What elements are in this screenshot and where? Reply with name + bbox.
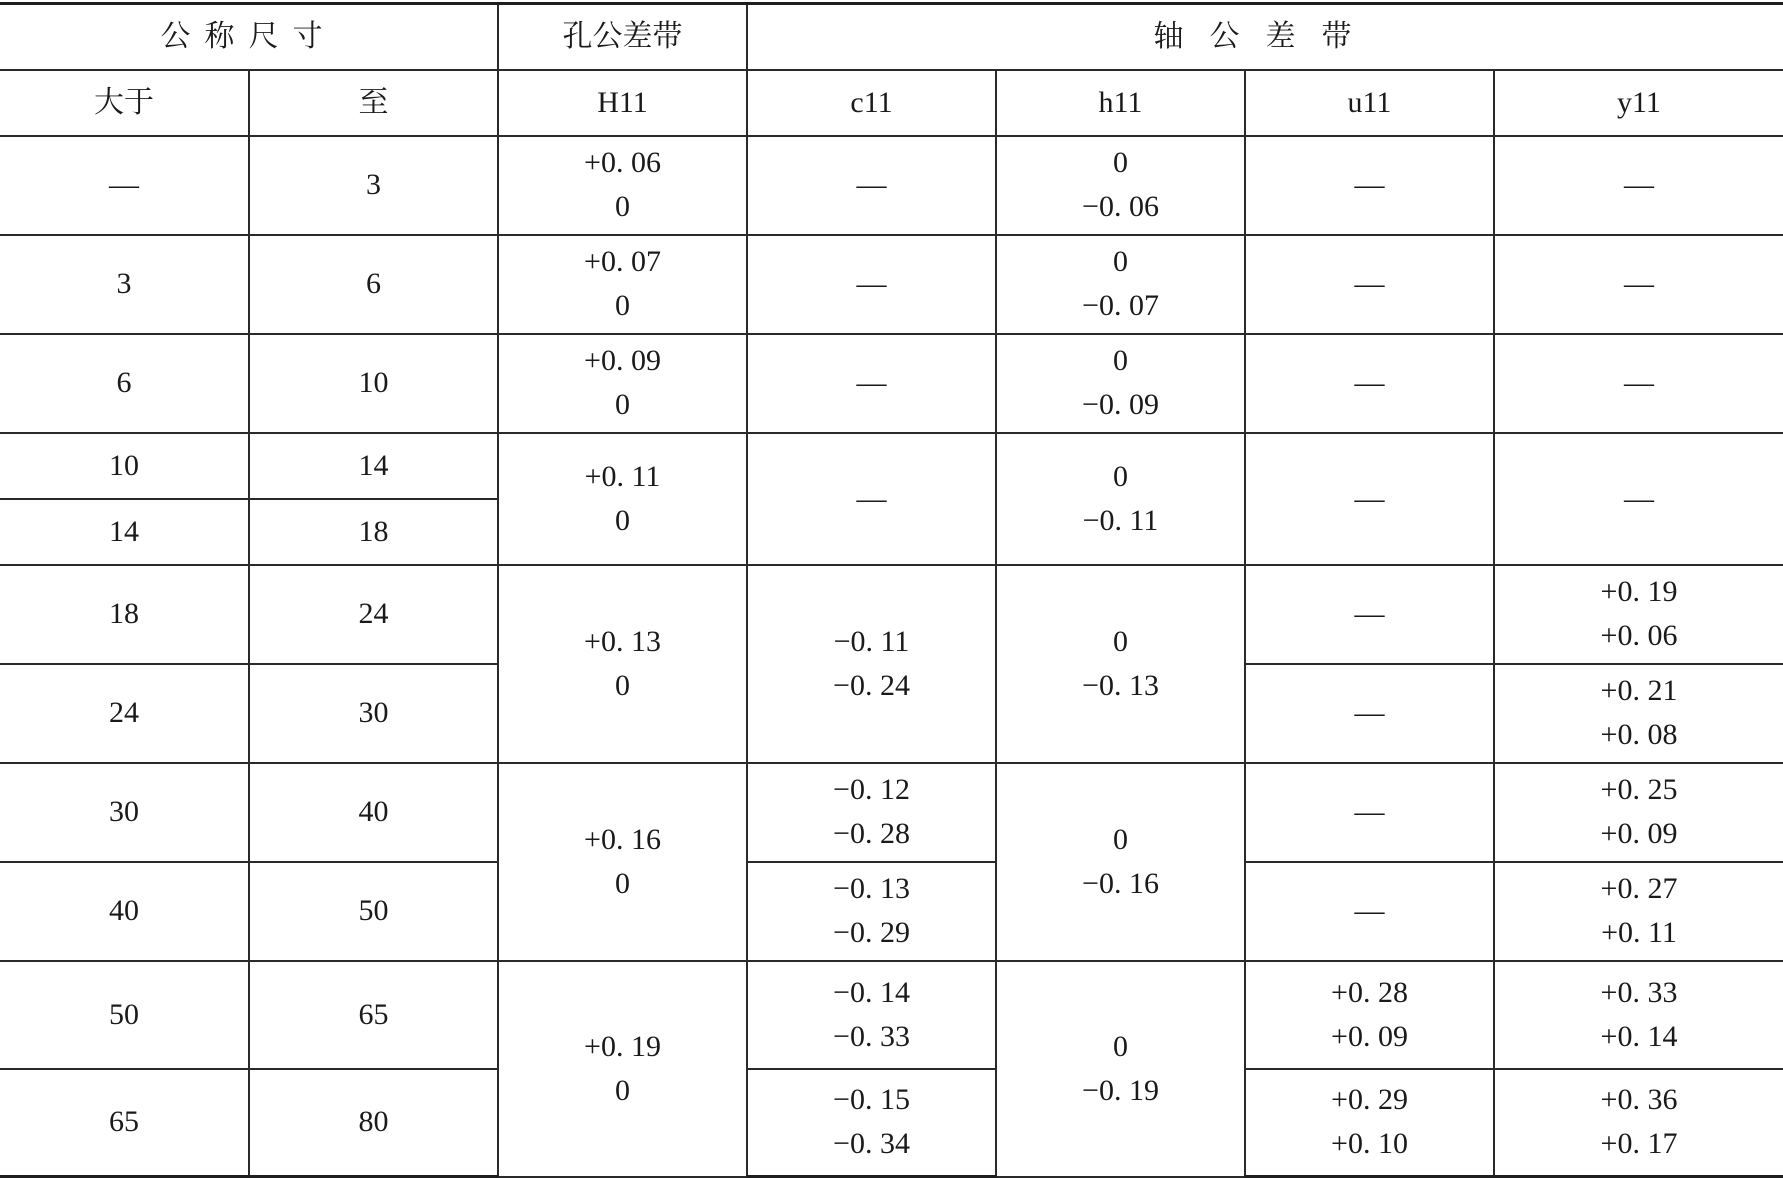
y11-cell: +0. 19 +0. 06 xyxy=(1494,565,1783,664)
header-shaft-band: 轴公差带 xyxy=(747,4,1783,70)
size-to-cell: 18 xyxy=(249,499,498,565)
table-row xyxy=(0,1069,1783,1177)
c11-cell: −0. 15 −0. 34 xyxy=(747,1069,996,1177)
y11-cell: — xyxy=(1494,136,1783,235)
size-from-cell: 50 xyxy=(0,961,249,1069)
size-from-cell: 6 xyxy=(0,334,249,433)
u11-cell: — xyxy=(1245,433,1494,565)
size-to-cell: 10 xyxy=(249,334,498,433)
H11-cell: +0. 19 0 xyxy=(498,961,747,1177)
c11-cell: −0. 14 −0. 33 xyxy=(747,961,996,1069)
table-row xyxy=(0,235,1783,334)
table-row xyxy=(0,136,1783,235)
u11-cell: — xyxy=(1245,136,1494,235)
header-nominal-size: 公称尺寸 xyxy=(0,4,498,70)
u11-cell: — xyxy=(1245,664,1494,763)
header-row-1 xyxy=(0,4,1783,70)
size-to-cell: 14 xyxy=(249,433,498,499)
y11-cell: — xyxy=(1494,235,1783,334)
u11-cell: +0. 28 +0. 09 xyxy=(1245,961,1494,1069)
table-row xyxy=(0,334,1783,433)
size-from-cell: 24 xyxy=(0,664,249,763)
u11-cell: — xyxy=(1245,862,1494,961)
u11-cell: — xyxy=(1245,763,1494,862)
y11-cell: — xyxy=(1494,334,1783,433)
u11-cell: — xyxy=(1245,334,1494,433)
table-row xyxy=(0,565,1783,664)
u11-cell: — xyxy=(1245,565,1494,664)
header-u11: u11 xyxy=(1245,70,1494,136)
c11-cell: — xyxy=(747,334,996,433)
size-from-cell: 30 xyxy=(0,763,249,862)
H11-cell: +0. 09 0 xyxy=(498,334,747,433)
h11-cell: 0 −0. 13 xyxy=(996,565,1245,763)
size-to-cell: 3 xyxy=(249,136,498,235)
H11-cell: +0. 13 0 xyxy=(498,565,747,763)
h11-cell: 0 −0. 11 xyxy=(996,433,1245,565)
header-row-2 xyxy=(0,70,1783,136)
header-hole-band: 孔公差带 xyxy=(498,4,747,70)
size-from-cell: 3 xyxy=(0,235,249,334)
size-from-cell: 40 xyxy=(0,862,249,961)
y11-cell: +0. 33 +0. 14 xyxy=(1494,961,1783,1069)
size-to-cell: 65 xyxy=(249,961,498,1069)
c11-cell: −0. 13 −0. 29 xyxy=(747,862,996,961)
size-to-cell: 80 xyxy=(249,1069,498,1177)
y11-cell: +0. 21 +0. 08 xyxy=(1494,664,1783,763)
header-H11: H11 xyxy=(498,70,747,136)
y11-cell: +0. 36 +0. 17 xyxy=(1494,1069,1783,1177)
size-from-cell: 14 xyxy=(0,499,249,565)
size-to-cell: 6 xyxy=(249,235,498,334)
y11-cell: +0. 27 +0. 11 xyxy=(1494,862,1783,961)
tolerance-table xyxy=(0,2,1783,1178)
H11-cell: +0. 06 0 xyxy=(498,136,747,235)
header-from: 大于 xyxy=(0,70,249,136)
y11-cell: +0. 25 +0. 09 xyxy=(1494,763,1783,862)
h11-cell: 0 −0. 19 xyxy=(996,961,1245,1177)
table-row xyxy=(0,961,1783,1069)
size-from-cell: 18 xyxy=(0,565,249,664)
header-to: 至 xyxy=(249,70,498,136)
H11-cell: +0. 16 0 xyxy=(498,763,747,961)
c11-cell: −0. 12 −0. 28 xyxy=(747,763,996,862)
size-to-cell: 50 xyxy=(249,862,498,961)
u11-cell: +0. 29 +0. 10 xyxy=(1245,1069,1494,1177)
h11-cell: 0 −0. 16 xyxy=(996,763,1245,961)
H11-cell: +0. 11 0 xyxy=(498,433,747,565)
c11-cell: — xyxy=(747,235,996,334)
header-y11: y11 xyxy=(1494,70,1783,136)
header-h11: h11 xyxy=(996,70,1245,136)
table-row xyxy=(0,862,1783,961)
size-from-cell: 65 xyxy=(0,1069,249,1177)
c11-cell: −0. 11 −0. 24 xyxy=(747,565,996,763)
h11-cell: 0 −0. 07 xyxy=(996,235,1245,334)
h11-cell: 0 −0. 06 xyxy=(996,136,1245,235)
u11-cell: — xyxy=(1245,235,1494,334)
c11-cell: — xyxy=(747,136,996,235)
size-to-cell: 24 xyxy=(249,565,498,664)
size-from-cell: 10 xyxy=(0,433,249,499)
header-c11: c11 xyxy=(747,70,996,136)
table-row xyxy=(0,433,1783,499)
size-from-cell: — xyxy=(0,136,249,235)
table-row xyxy=(0,763,1783,862)
h11-cell: 0 −0. 09 xyxy=(996,334,1245,433)
c11-cell: — xyxy=(747,433,996,565)
size-to-cell: 40 xyxy=(249,763,498,862)
y11-cell: — xyxy=(1494,433,1783,565)
H11-cell: +0. 07 0 xyxy=(498,235,747,334)
size-to-cell: 30 xyxy=(249,664,498,763)
